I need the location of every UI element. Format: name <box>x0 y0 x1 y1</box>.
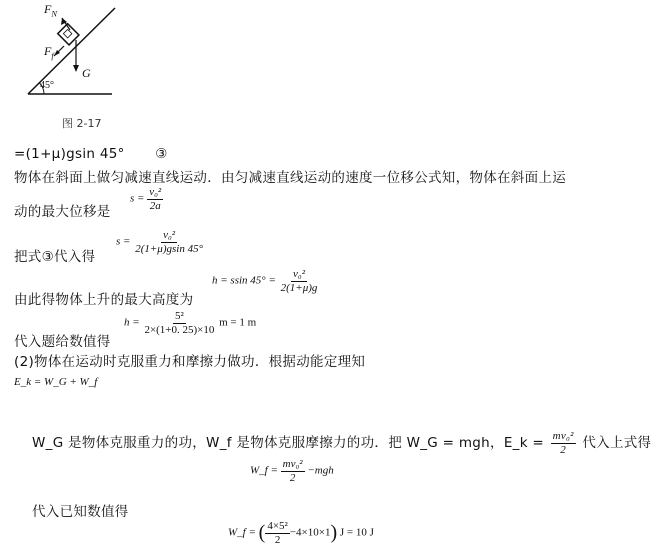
incline-diagram <box>0 0 160 100</box>
text-line-7: (2)物体在运动时克服重力和摩擦力做功．根据动能定理知 <box>14 354 366 370</box>
text-line-3: 动的最大位移是 <box>14 204 111 220</box>
height-value: h = $\frac{\text{5²}}{2\times(1+0. 25)\times 10}$ m = 1 m <box>124 310 257 336</box>
displacement-formula: s = $\frac{\text{v₀²}}{2a}$ <box>130 186 162 212</box>
text-line-6: 代入题给数值得 <box>14 334 111 350</box>
angle-label: 45° <box>40 80 54 91</box>
text-line-4: 把式③代入得 <box>14 249 96 265</box>
figure-caption: 图 2-17 <box>62 117 102 130</box>
normal-force-label: $F_N$ <box>44 2 57 19</box>
friction-work-value: W_f = ( $\frac{\text{4×5²}}{2}$ −4×10×1) J = 10 J <box>228 520 374 546</box>
text-line-2: 物体在斜面上做匀减速直线运动．由匀减速直线运动的速度一位移公式知，物体在斜面上运 <box>14 170 566 186</box>
text-line-5: 由此得物体上升的最大高度为 <box>14 292 194 308</box>
equation-line-1: =(1+μ)gsin 45° ③ <box>14 146 168 162</box>
gravity-label: G <box>82 66 91 80</box>
text-line-9: W_G 是物体克服重力的功，W_f 是物体克服摩擦力的功．把 W_G = mgh，E_k = $\frac{\text{mv₀²}}{2}$ 代入上式得 <box>32 430 651 456</box>
height-formula: h = ssin 45° = $\frac{\text{v₀²}}{2(1+\mu)g}$ <box>212 268 318 294</box>
displacement-substituted: s = $\frac{\text{v₀²}}{2(1+\mu)gsin 45^\circ}$ <box>116 229 203 255</box>
friction-work-formula: W_f = $\frac{\text{mv₀²}}{2}$ −mgh <box>250 458 334 484</box>
friction-force-label: $F_f$ <box>44 44 54 61</box>
text-line-11: 代入已知数值得 <box>32 504 129 520</box>
work-energy-equation: E_k = W_G + W_f <box>14 376 98 388</box>
